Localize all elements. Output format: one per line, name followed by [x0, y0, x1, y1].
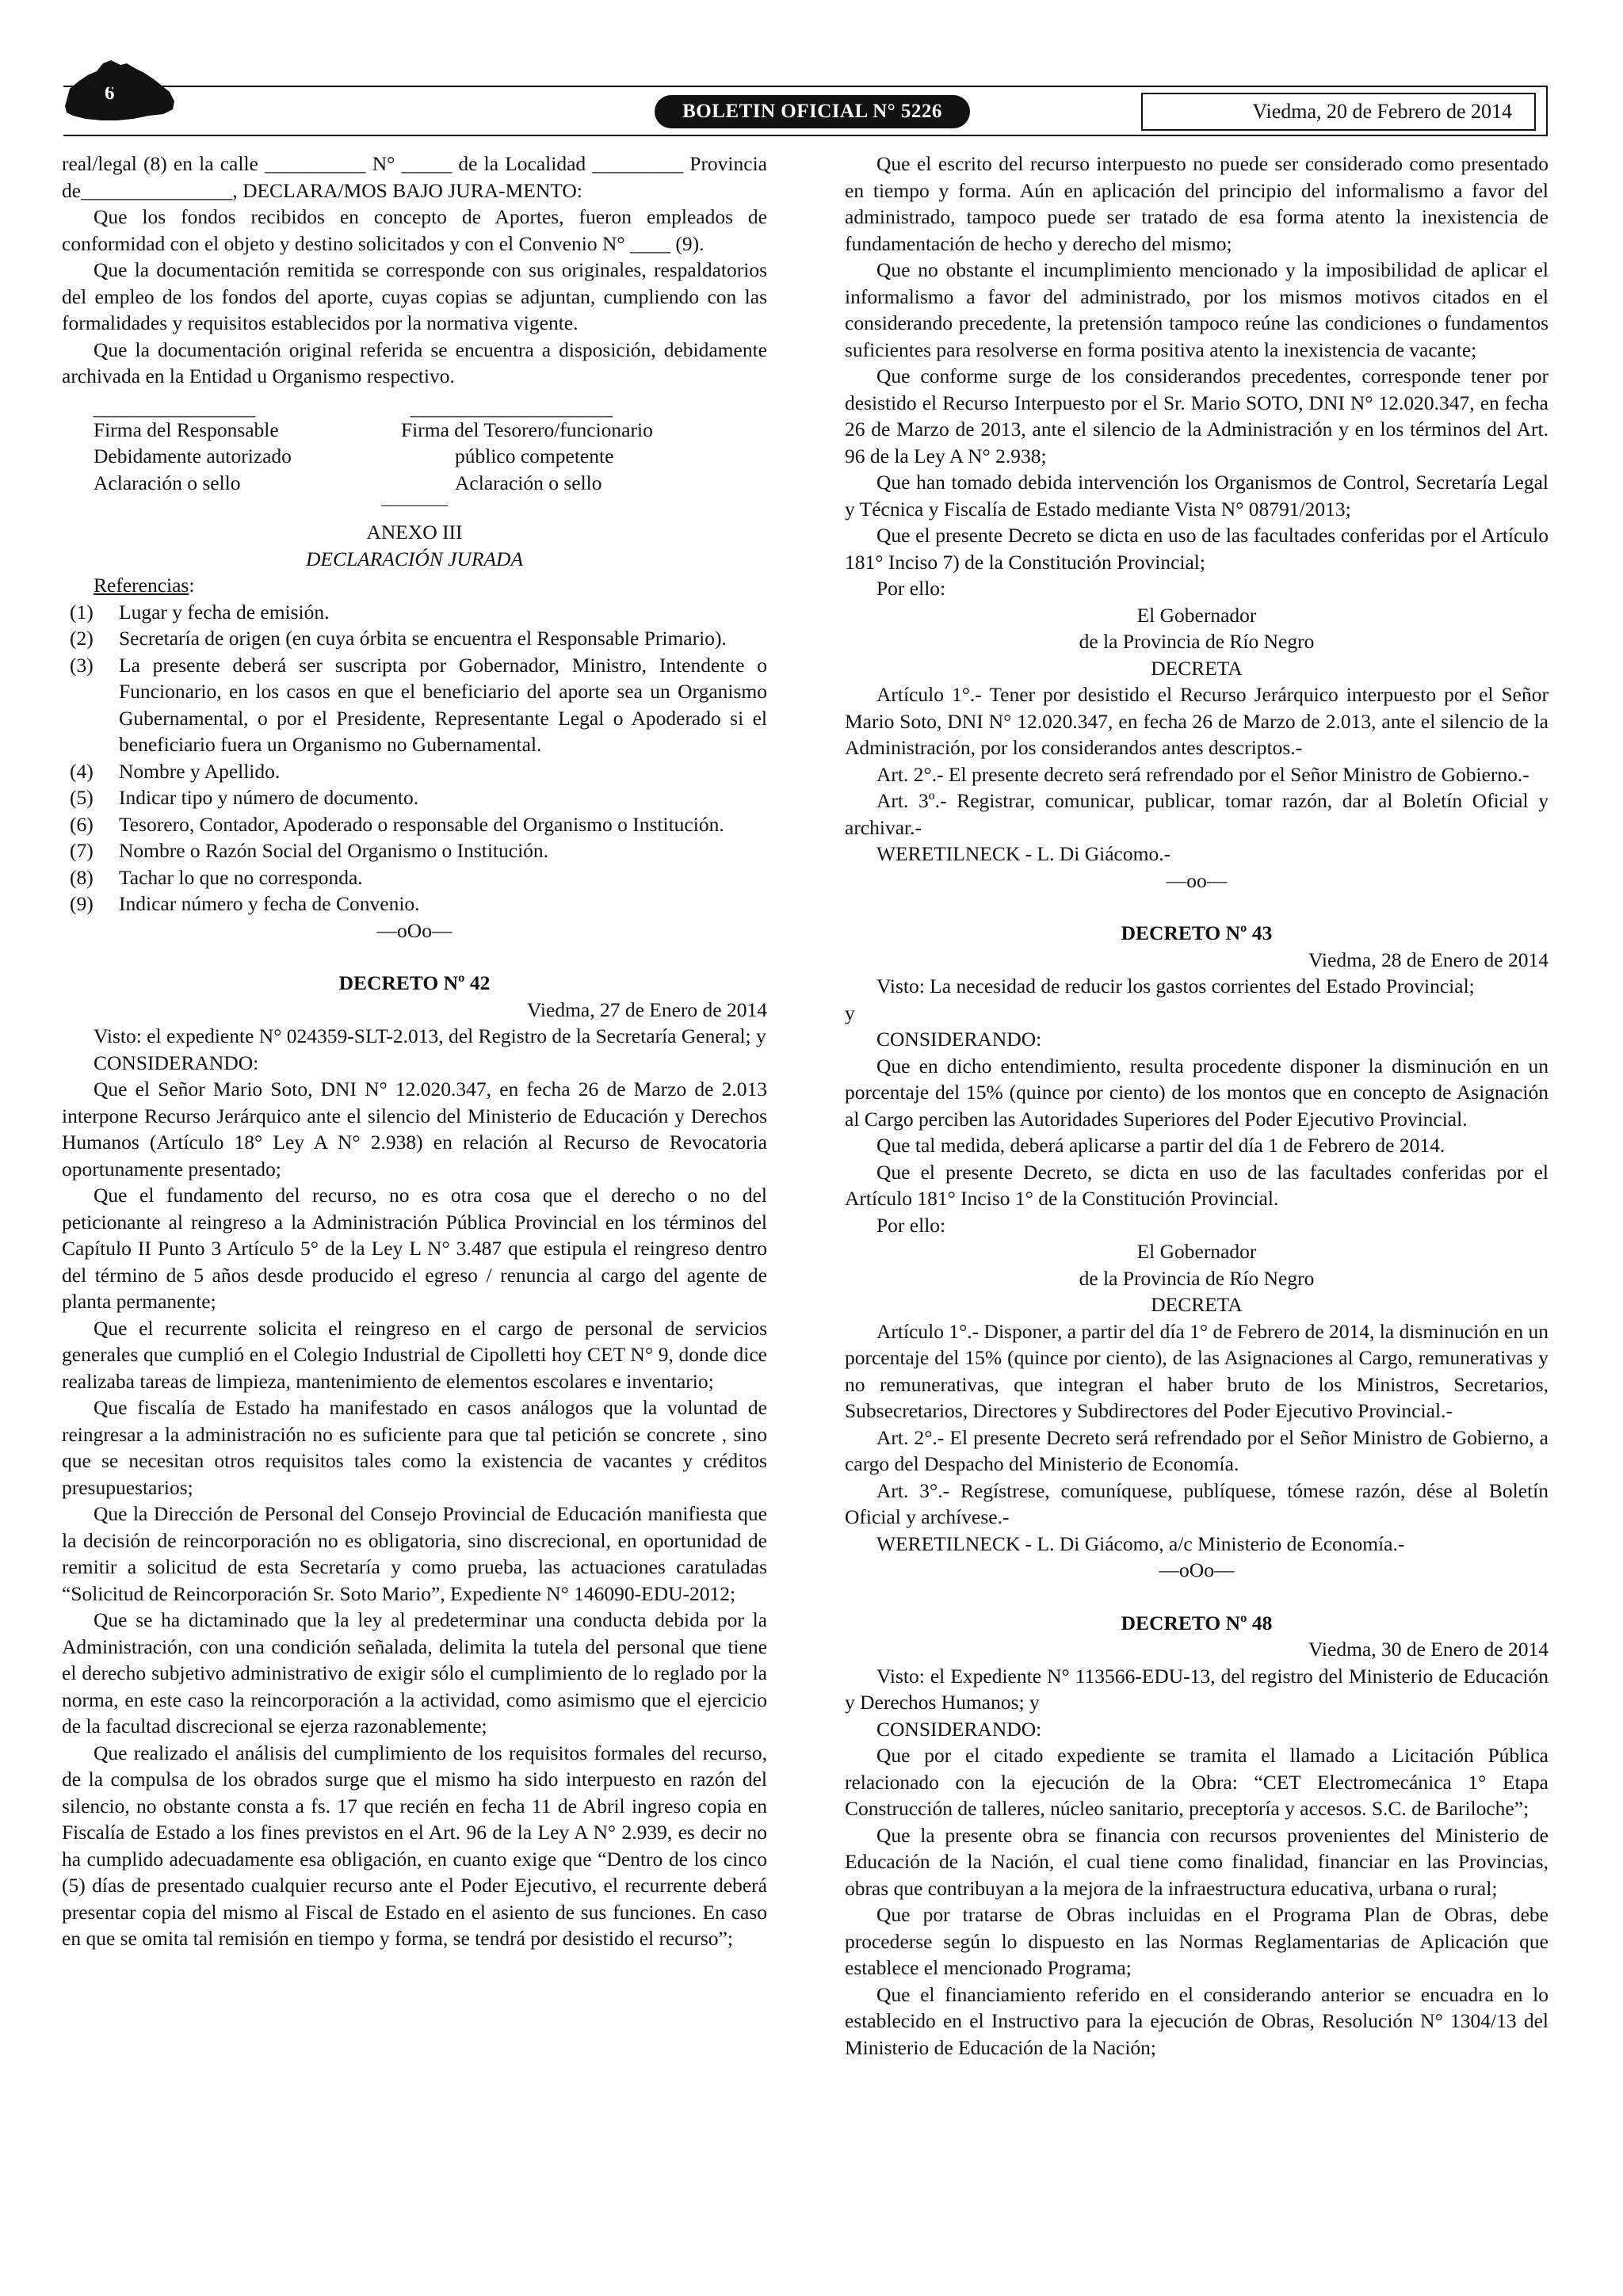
- signature-row: [62, 470, 767, 497]
- list-item: (9) Indicar número y fecha de Convenio.: [70, 892, 420, 915]
- paragraph: Que el presente Decreto, se dicta en uso de las facultades conferidas por el Artículo 181° Inciso 1° de la Constitución Provincial.: [845, 1160, 1549, 1210]
- decree-title: DECRETO Nº 42: [338, 971, 491, 994]
- article: Art. 2°.- El presente Decreto será refrendado por el Señor Ministro de Gobierno, a cargo del Despacho del Ministerio de Economía.: [845, 1425, 1549, 1475]
- signatories: WERETILNECK - L. Di Giácomo.-: [876, 842, 1171, 865]
- paragraph: Que conforme surge de los considerandos precedentes, corresponde tener por desistido el Recurso Interpuesto por el Sr. Mario SOTO, DNI N° 12.020.347, en fecha 26 de Marzo de 2013, ante el silencio de la Administración y en los términos del Art. 96 de la Ley A N° 2.938;: [845, 364, 1549, 467]
- paragraph: Que el recurrente solicita el reingreso en el cargo de personal de servicios generales que cumplió en el Colegio Industrial de Cipolletti hoy CET N° 9, donde dice realizaba tareas de limpieza, mantenimiento de elementos escolares e inventario;: [62, 1316, 767, 1393]
- paragraph: Que por el citado expediente se tramita el llamado a Licitación Pública relacionado con la ejecución de la Obra: “CET Electromecánica 1° Etapa Construcción de talleres, núcleo sanitario, preceptoría y accesos. S.C. de Bariloche”;: [845, 1744, 1549, 1820]
- list-item: (5) Indicar tipo y número de documento.: [70, 786, 419, 809]
- decree-title: DECRETO Nº 43: [1121, 921, 1273, 944]
- decreta-line: DECRETA: [1151, 656, 1243, 680]
- annex-subtitle: DECLARACIÓN JURADA: [305, 547, 524, 570]
- decree-date: Viedma, 27 de Enero de 2014: [527, 997, 767, 1021]
- decree-date: Viedma, 28 de Enero de 2014: [1308, 948, 1549, 971]
- paragraph: Que han tomado debida intervención los Organismos de Control, Secretaría Legal y Técnica y Fiscalía de Estado mediante Vista N° 08791/2013;: [845, 471, 1549, 521]
- paragraph: Que la documentación original referida se encuentra a disposición, debidamente archivada en la Entidad u Organismo respectivo.: [62, 338, 767, 387]
- references-list: [62, 599, 767, 917]
- signature-label: Firma del Tesorero/funcionario: [401, 418, 653, 441]
- paragraph: Que el presente Decreto se dicta en uso de las facultades conferidas por el Artículo 181° Inciso 7) de la Constitución Provincial;: [845, 524, 1549, 574]
- paragraph: Que se ha dictaminado que la ley al predeterminar una conducta debida por la Administración, con una condición señalada, delimita la tutela del personal que tiene el derecho subjetivo administrativo de exigir sólo el cumplimiento de lo reglado por la norma, en este caso la reincorporación a la actividad, como asimismo que el ejercicio de la facultad discrecional se ejerza razonablemente;: [62, 1608, 767, 1737]
- section-separator: —oOo—: [376, 918, 453, 942]
- paragraph: Que por tratarse de Obras incluidas en el Programa Plan de Obras, debe procederse según lo dispuesto en las Normas Reglamentarias de Aplicación que establece el mencionado Programa;: [845, 1903, 1549, 1979]
- paragraph: Que la presente obra se financia con recursos provenientes del Ministerio de Educación de la Nación, el cual tiene como finalidad, financiar en las Provincias, obras que contribuyan a la mejora de la infraestructura educativa, urbana o rural;: [845, 1823, 1549, 1900]
- decreta-line: DECRETA: [1151, 1293, 1243, 1316]
- signature-label: Aclaración o sello: [455, 471, 602, 494]
- province-line: de la Provincia de Río Negro: [1079, 1266, 1315, 1290]
- section-separator: —oo—: [1166, 868, 1228, 892]
- signature-lines: [62, 390, 767, 417]
- list-item: (6) Tesorero, Contador, Apoderado o responsable del Organismo o Institución.: [70, 812, 724, 836]
- paragraph: CONSIDERANDO:: [876, 1028, 1042, 1051]
- article: Art. 3º.- Registrar, comunicar, publicar, tomar razón, dar al Boletín Oficial y archivar.-: [845, 789, 1549, 839]
- paragraph: Que el fundamento del recurso, no es otra cosa que el derecho o no del peticionante al reingreso a la Administración Pública Provincial en los términos del Capítulo II Punto 3 Artículo 5° de la Ley L N° 3.487 que estipula el reingreso dentro del término de 5 años desde producido el egreso / renuncia al cargo del agente de planta permanente;: [62, 1184, 767, 1313]
- signature-label: público competente: [455, 444, 614, 467]
- paragraph: Que el financiamiento referido en el considerando anterior se encuadra en lo establecido en el Instructivo para la ejecución de Obras, Resolución N° 1304/13 del Ministerio de Educación de la Nación;: [845, 1982, 1549, 2059]
- province-line: de la Provincia de Río Negro: [1079, 630, 1315, 653]
- signature-line-left: ________________: [94, 395, 255, 419]
- paragraph: real/legal (8) en la calle __________ N° _____ de la Localidad _________ Provincia de_______________, DECLARA/MOS BAJO JURA-MENTO:: [62, 152, 767, 202]
- list-item: (2) Secretaría de origen (en cuya órbita se encuentra el Responsable Primario).: [70, 627, 727, 650]
- paragraph: CONSIDERANDO:: [876, 1717, 1042, 1741]
- governor-line: El Gobernador: [1136, 603, 1257, 627]
- signature-label: Firma del Responsable: [94, 418, 279, 441]
- paragraph: Por ello:: [876, 577, 946, 600]
- paragraph: Que los fondos recibidos en concepto de Aportes, fueron empleados de conformidad con el objeto y destino solicitados y con el Convenio N° ____ (9).: [62, 205, 767, 255]
- signature-row: [62, 443, 767, 470]
- list-item: (4) Nombre y Apellido.: [70, 759, 281, 783]
- paragraph: Que no obstante el incumplimiento mencionado y la imposibilidad de aplicar el informalismo a favor del administrado, por los mismos motivos citados en el considerando precedente, la pretensión tampoco reúne las condiciones o fundamentos suficientes para resolverse en forma positiva atento la inexistencia de vacante;: [845, 258, 1549, 361]
- paragraph: Que fiscalía de Estado ha manifestado en casos análogos que la voluntad de reingresar a la administración no es suficiente para que tal petición se concrete , sino que se necesitan otros requisitos tales como la existencia de vacantes y créditos presupuestarios;: [62, 1396, 767, 1499]
- decree-date: Viedma, 30 de Enero de 2014: [1308, 1638, 1549, 1661]
- paragraph: CONSIDERANDO:: [94, 1051, 259, 1074]
- paragraph: Por ello:: [876, 1213, 946, 1237]
- paragraph: Que la Dirección de Personal del Consejo Provincial de Educación manifiesta que la decisión de reincorporación no es obligatoria, sino discrecional, en oportunidad de remitir a solicitud de esta Secretaría y como prueba, las actuaciones caratuladas “Solicitud de Reincorporación Sr. Soto Mario”, Expediente N° 146090-EDU-2012;: [62, 1502, 767, 1605]
- article: Artículo 1°.- Tener por desistido el Recurso Jerárquico interpuesto por el Señor Mario Soto, DNI N° 12.020.347, en fecha 26 de Marzo de 2.013, ante el silencio de la Administración, por los considerandos antes descriptos.-: [845, 683, 1549, 759]
- right-column: [845, 151, 1549, 2061]
- paragraph: Que realizado el análisis del cumplimiento de los requisitos formales del recurso, de la compulsa de los obrados surge que el mismo ha sido interpuesto en razón del silencio, no obstante consta a fs. 17 que recién en fecha 11 de Abril ingreso copia en Fiscalía de Estado a los fines previstos en el Art. 96 de la Ley A N° 2.939, es decir no ha cumplido adecuadamente esa obligación, en cuanto exige que “Dentro de los cinco (5) días de presentado cualquier recurso ante el Poder Ejecutivo, el recurrente deberá presentar copia del mismo al Fiscal de Estado en el asiento de sus funciones. En caso en que se omita tal remisión en tiempo y forma, se tendrá por desistido el recurso”;: [62, 1741, 767, 1950]
- signature-line-right: ____________________: [411, 395, 613, 419]
- list-item: (1) Lugar y fecha de emisión.: [70, 600, 330, 624]
- paragraph: Que tal medida, deberá aplicarse a partir del día 1 de Febrero de 2014.: [876, 1134, 1445, 1157]
- list-item: (3) La presente deberá ser suscripta por Gobernador, Ministro, Intendente o Funcionario, en los casos en que el beneficiario del aporte sea un Organismo Gubernamental, o por el Presidente, Representante Legal o Apoderado si el beneficiario fuera un Organismo no Gubernamental.: [70, 653, 767, 756]
- header-date: Viedma, 20 de Febrero de 2014: [1141, 93, 1536, 131]
- signature-label: Aclaración o sello: [94, 471, 241, 494]
- references-label: Referencias: [94, 574, 189, 597]
- article: Artículo 1°.- Disponer, a partir del día 1° de Febrero de 2014, la disminución en un porcentaje del 15% (quince por ciento), de las Asignaciones al Cargo, remunerativas y no remunerativas, que integran el haber bruto de los Ministros, Secretarios, Subsecretarios, Directores y Subdirectores del Poder Ejecutivo Provincial.-: [845, 1319, 1549, 1422]
- paragraph: Visto: La necesidad de reducir los gastos corrientes del Estado Provincial;: [876, 974, 1475, 997]
- article: Art. 2°.- El presente decreto será refrendado por el Señor Ministro de Gobierno.-: [876, 762, 1529, 786]
- signature-label: Debidamente autorizado: [94, 444, 292, 467]
- paragraph: Que el escrito del recurso interpuesto no puede ser considerado como presentado en tiempo y forma. Aún en aplicación del principio del informalismo a favor del administrado, tampoco puede ser tratado de esa forma atento la inexistencia de fundamentación de hecho y derecho del mismo;: [845, 152, 1549, 255]
- paragraph: Visto: el expediente N° 024359-SLT-2.013, del Registro de la Secretaría General; y: [94, 1024, 766, 1047]
- list-item: (8) Tachar lo que no corresponda.: [70, 865, 363, 889]
- decree-title: DECRETO Nº 48: [1121, 1611, 1273, 1634]
- signature-row: [62, 417, 767, 444]
- left-column: real/legal (8) en la calle __________ N° _____ de la Localidad _________ Provincia de_______________, DECLARA/MOS BAJO JURA-MENTO: Que los fondos recibidos en concepto de Aportes, fueron empleados de conformidad con el objeto y destino solicitados y con el Convenio N° ____ (9). Que la documentación remitida se corresponde con sus originales, respaldatorios del empleo de los fondos del aporte, cuyas copias se adjuntan, cumpliendo con las formalidades y requisitos establecidos por la normativa vigente. Que la documentación original referida se encuentra a disposición, debidamente archivada en la Entidad u Organismo respectivo. ________________ ____________________ Firma del Responsable Firma del Tesorero/funcionario Debidamente autorizado público competente Aclaración o sello Aclaración o sello ANEXO III DECLARACIÓN JURADA Referencias: (1) Lugar y fecha de emisión. (2) Secretaría de origen (en cuya órbita se encuentra el Responsable Primario). (3) La presente deberá ser suscripta por Gobernador, Ministro, Intendente o Funcionario, en los casos en que el beneficiario del aporte sea un Organismo Gubernamental, o por el Presidente, Representante Legal o Apoderado si el beneficiario fuera un Organismo no Gubernamental. (4) Nombre y Apellido. (5) Indicar tipo y número de documento. (6) Tesorero, Contador, Apoderado o responsable del Organismo o Institución. (7) Nombre o Razón Social del Organismo o Institución. (8) Tachar lo que no corresponda. (9) Indicar número y fecha de Convenio. —oOo— DECRETO Nº 42 Viedma, 27 de Enero de 2014 Visto: el expediente N° 024359-SLT-2.013, del Registro de la Secretaría General; y CONSIDERANDO: Que el Señor Mario Soto, DNI N° 12.020.347, en fecha 26 de Marzo de 2.013 interpone Recurso Jerárquico ante el silencio del Ministerio de Educación y Derechos Humanos (Artículo 18° Ley A N° 2.938) en relación al Recurso de Revocatoria oportunamente presentado; Que el fundamento del recurso, no es otra cosa que el derecho o no del peticionante al reingreso a la Administración Pública Provincial en los términos del Capítulo II Punto 3 Artículo 5° de la Ley L N° 3.487 que estipula el reingreso dentro del término de 5 años desde producido el egreso / renuncia al cargo del agente de planta permanente; Que el recurrente solicita el reingreso en el cargo de personal de servicios generales que cumplió en el Colegio Industrial de Cipolletti hoy CET N° 9, donde dice realizaba tareas de limpieza, mantenimiento de elementos escolares e inventario; Que fiscalía de Estado ha manifestado en casos análogos que la voluntad de reingresar a la administración no es suficiente para que tal petición se concrete , sino que se necesitan otros requisitos tales como la existencia de vacantes y créditos presupuestarios; Que la Dirección de Personal del Consejo Provincial de Educación manifiesta que la decisión de reincorporación no es obligatoria, sino discrecional, en oportunidad de remitir a solicitud de esta Secretaría y como prueba, las actuaciones caratuladas “Solicitud de Reincorporación Sr. Soto Mario”, Expediente N° 146090-EDU-2012; Que se ha dictaminado que la ley al predeterminar una conducta debida por la Administración, con una condición señalada, delimita la tutela del personal que tiene el derecho subjetivo administrativo de exigir sólo el cumplimiento de lo reglado por la norma, en este caso la reincorporación a la actividad, como asimismo que el ejercicio de la facultad discrecional se ejerza razonablemente; Que realizado el análisis del cumplimiento de los requisitos formales del recurso, de la compulsa de los obrados surge que el mismo ha sido interpuesto en razón del silencio, no obstante consta a fs. 17 que recién en fecha 11 de Abril ingreso copia en Fiscalía de Estado a los fines previstos en el Art. 96 de la Ley A N° 2.939, es decir no ha cumplido adecuadamente esa obligación, en cuanto exige que “Dentro de los cinco (5) días de presentado cualquier recurso ante el Poder Ejecutivo, el recurrente deberá presentar copia del mismo al Fiscal de Estado en el asiento de sus funciones. En caso en que se omita tal remisión en tiempo y forma, se tendrá por desistido el recurso”;: [62, 151, 767, 1952]
- list-item: (7) Nombre o Razón Social del Organismo o Institución.: [70, 839, 549, 862]
- governor-line: El Gobernador: [1136, 1240, 1257, 1263]
- article: Art. 3°.- Regístrese, comuníquese, publíquese, tómese razón, dése al Boletín Oficial y archívese.-: [845, 1478, 1549, 1528]
- divider: [381, 505, 448, 506]
- paragraph: y: [845, 1001, 855, 1024]
- paragraph: Visto: el Expediente N° 113566-EDU-13, del registro del Ministerio de Educación y Derechos Humanos; y: [845, 1664, 1549, 1714]
- annex-title: ANEXO III: [366, 521, 463, 543]
- page-number: 6: [105, 82, 115, 104]
- section-separator: —oOo—: [1159, 1558, 1235, 1581]
- paragraph: Que la documentación remitida se corresponde con sus originales, respaldatorios del empleo de los fondos del aporte, cuyas copias se adjuntan, cumpliendo con las formalidades y requisitos establecidos por la normativa vigente.: [62, 258, 767, 334]
- bulletin-title: BOLETIN OFICIAL N° 5226: [655, 95, 970, 128]
- paragraph: Que el Señor Mario Soto, DNI N° 12.020.347, en fecha 26 de Marzo de 2.013 interpone Recurso Jerárquico ante el silencio del Ministerio de Educación y Derechos Humanos (Artículo 18° Ley A N° 2.938) en relación al Recurso de Revocatoria oportunamente presentado;: [62, 1077, 767, 1180]
- signatories: WERETILNECK - L. Di Giácomo, a/c Ministerio de Economía.-: [876, 1531, 1405, 1555]
- paragraph: Que en dicho entendimiento, resulta procedente disponer la disminución en un porcentaje del 15% (quince por ciento) de los montos que en concepto de Asignación al Cargo perciben las Autoridades Superiores del Poder Ejecutivo Provincial.: [845, 1054, 1549, 1131]
